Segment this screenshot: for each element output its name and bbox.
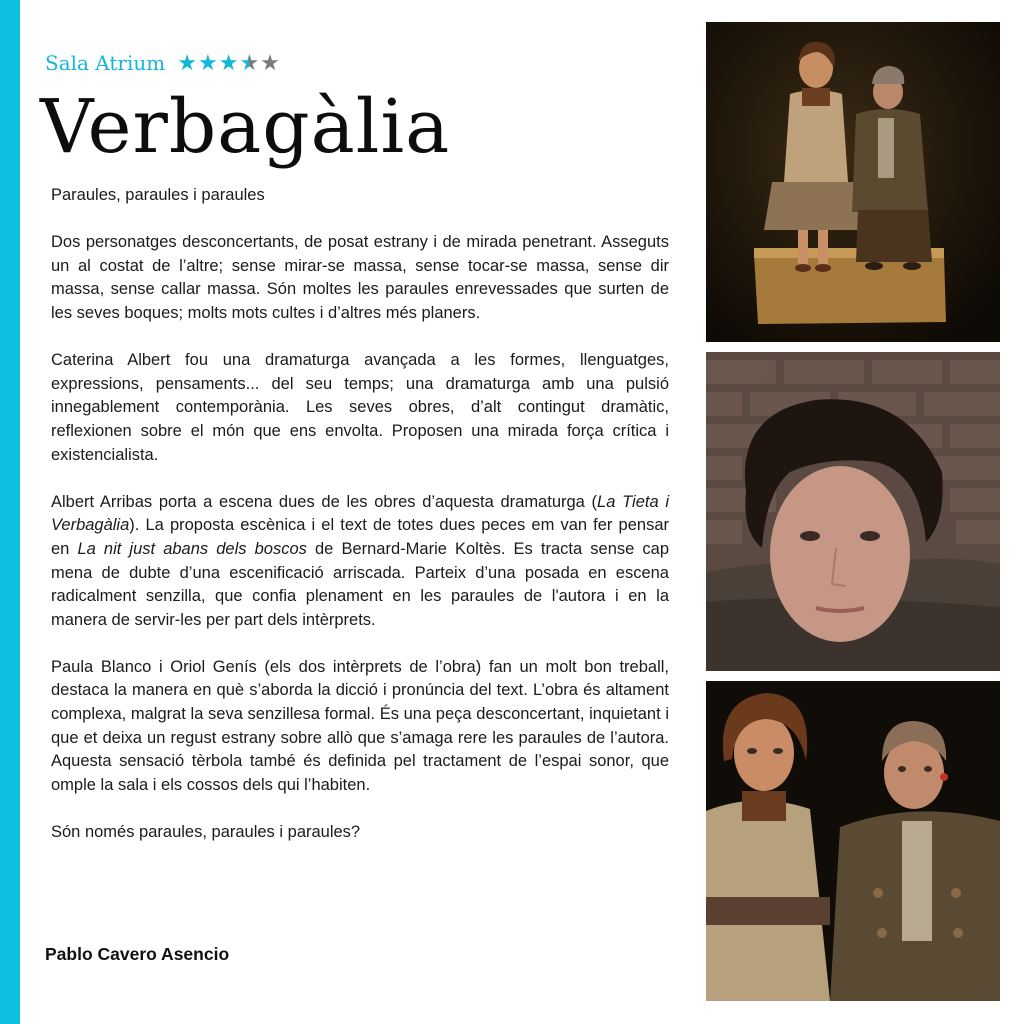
- paragraph-3-text-c: de Bernard-Marie Koltès. Es tracta sense cap mena de dubte d’una escenificació arriscada. Parteix d’una posada en escena radicalment senzilla, que confia plenament en les paraules de l'autora i en la manera de servir-les per part dels intèrprets.: [51, 539, 669, 629]
- paragraph-4: Paula Blanco i Oriol Genís (els dos intèrprets de l’obra) fan un molt bon treball, destaca la manera en què s’aborda la dicció i pronúncia del text. L’obra és altament complexa, malgrat la seva senzillesa formal. És una peça desconcertant, inquietant i que et deixa un regust estrany sobre allò que s’amaga rere les paraules de l’autora. Aquesta sensació tèrbola també és definida pel tractament de l’espai sonor, que omple la sala i els cossos dels qui l’habiten.: [51, 657, 669, 794]
- photo-actors-seated: [706, 22, 1000, 342]
- star-icon-filled: ★: [218, 50, 239, 75]
- closing-question: Són només paraules, paraules i paraules?: [51, 823, 361, 842]
- works-title: La Tieta i Verbagàlia: [51, 492, 669, 535]
- star-rating: [177, 52, 280, 74]
- author-name: Pablo Cavero Asencio: [45, 944, 230, 964]
- reference-title: La nit just abans dels boscos: [77, 539, 307, 558]
- paragraph-3-text-a: Albert Arribas porta a escena dues de les obres d’aquesta dramaturga (: [51, 492, 598, 511]
- star-icon-half: ★: [239, 50, 260, 75]
- paragraph-3-text-b: ). La proposta escènica i el text de totes dues peces em van fer pensar en: [51, 516, 669, 558]
- page-title: Verbagàlia: [40, 84, 451, 170]
- review-body: [51, 184, 669, 845]
- star-icon-empty: ★: [260, 50, 280, 75]
- paragraph-2: Caterina Albert fou una dramaturga avançada a les formes, llenguatges, expressions, pensaments... del seu temps; una dramaturga amb una pulsió innegablement contemporània. Les seves obres, d’alt contingut dramàtic, reflexionen sobre el món que ens envolta. Proposen una mirada força crítica i existencialista.: [51, 351, 669, 464]
- photo-head-in-ground: [706, 352, 1000, 671]
- accent-bar: [0, 0, 20, 1024]
- venue-rating-row: [45, 48, 280, 78]
- paragraph-3: [51, 491, 669, 633]
- review-subtitle: Paraules, paraules i paraules: [51, 186, 265, 204]
- venue-name: Sala Atrium: [45, 51, 166, 75]
- paragraph-1: Dos personatges desconcertants, de posat estrany i de mirada penetrant. Asseguts un al costat de l’altre; sense mirar-se massa, sense tocar-se massa, sense dir massa, sense callar massa. Són moltes les paraules enrevessades que surten de les seves boques; molts mots cultes i d’altres més planers.: [51, 233, 669, 322]
- photo-actors-closeup: [706, 681, 1000, 1001]
- star-icon-filled: ★: [197, 50, 218, 75]
- star-icon-filled: ★: [177, 50, 197, 75]
